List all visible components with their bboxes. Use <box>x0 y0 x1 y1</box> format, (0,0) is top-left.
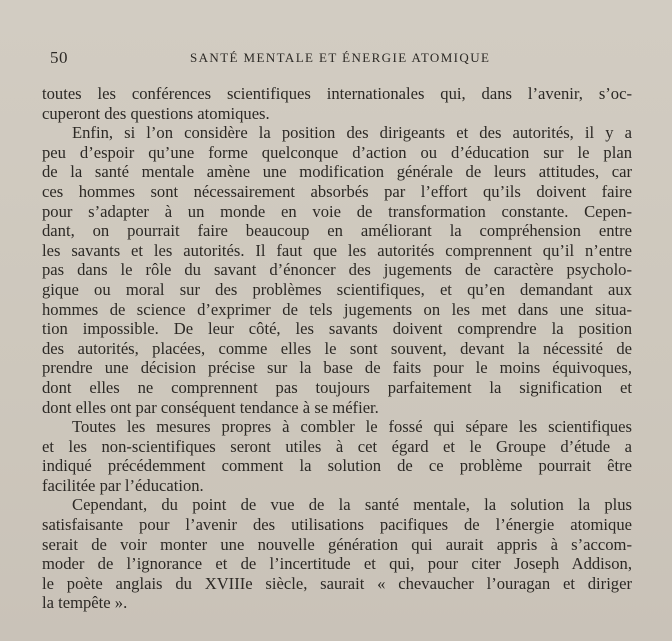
paragraph <box>42 84 632 123</box>
text-line: cuperont des questions atomiques. <box>42 103 270 123</box>
text-line: serait de voir monter une nouvelle génération qui aurait appris à s’accom- <box>42 534 632 554</box>
text-line: moder de l’ignorance et de l’incertitude et qui, pour citer Joseph Addison, <box>42 554 632 574</box>
text-line: satisfaisante pour l’avenir des utilisations pacifiques de l’énergie atomique <box>42 515 632 535</box>
text-line: indiqué précédemment comment la solution de ce problème pourrait être <box>42 456 632 476</box>
page-header <box>50 48 630 68</box>
text-line: gique ou moral sur des problèmes scientifiques, et qu’en demandant aux <box>42 279 632 299</box>
page-number: 50 <box>50 48 68 67</box>
text-line: le poète anglais du XVIIIe siècle, saurait « chevaucher l’ouragan et diriger <box>42 573 632 593</box>
body-text <box>42 84 632 613</box>
paragraph <box>42 123 632 417</box>
text-line: pour s’adapter à un monde en voie de transformation constante. Cepen- <box>42 201 632 221</box>
text-line: pas dans le rôle du savant d’énoncer des jugements de caractère psycholo- <box>42 260 632 280</box>
text-line: et les non-scientifiques seront utiles à cet égard et le Groupe d’étude a <box>42 436 632 456</box>
text-line: facilitée par l’éducation. <box>42 475 204 495</box>
text-line: peu d’espoir qu’une forme quelconque d’action ou d’éducation sur le plan <box>42 142 632 162</box>
text-line: Enfin, si l’on considère la position des dirigeants et des autorités, il y a <box>72 123 632 143</box>
running-head: SANTÉ MENTALE ET ÉNERGIE ATOMIQUE <box>190 50 491 65</box>
text-line: des autorités, placées, comme elles le sont souvent, devant la nécessité de <box>42 338 632 358</box>
paragraph <box>42 495 632 613</box>
text-line: toutes les conférences scientifiques internationales qui, dans l’avenir, s’oc- <box>42 84 632 103</box>
text-line: tion impossible. De leur côté, les savants doivent comprendre la position <box>42 319 632 339</box>
text-line: de la santé mentale amène une modification générale de leurs attitudes, car <box>42 162 632 182</box>
text-line: la tempête ». <box>42 593 128 613</box>
text-line: dont elles ont par conséquent tendance à se méfier. <box>42 397 379 417</box>
text-line: prendre une décision précise sur la base de faits pour le moins équivoques, <box>42 358 632 378</box>
text-line: hommes de science d’exprimer de tels jugements on les met dans une situa- <box>42 299 632 319</box>
text-line: dant, on pourrait faire beaucoup en améliorant la compréhension entre <box>42 221 632 241</box>
text-line: Cependant, du point de vue de la santé mentale, la solution la plus <box>72 495 632 515</box>
paragraph <box>42 417 632 495</box>
text-line: Toutes les mesures propres à combler le fossé qui sépare les scientifiques <box>72 417 632 437</box>
text-line: ces hommes sont nécessairement absorbés par l’effort qu’ils doivent faire <box>42 181 632 201</box>
text-line: les savants et les autorités. Il faut que les autorités comprennent qu’il n’entre <box>42 240 632 260</box>
text-line: dont elles ne comprennent pas toujours parfaitement la signification et <box>42 377 632 397</box>
